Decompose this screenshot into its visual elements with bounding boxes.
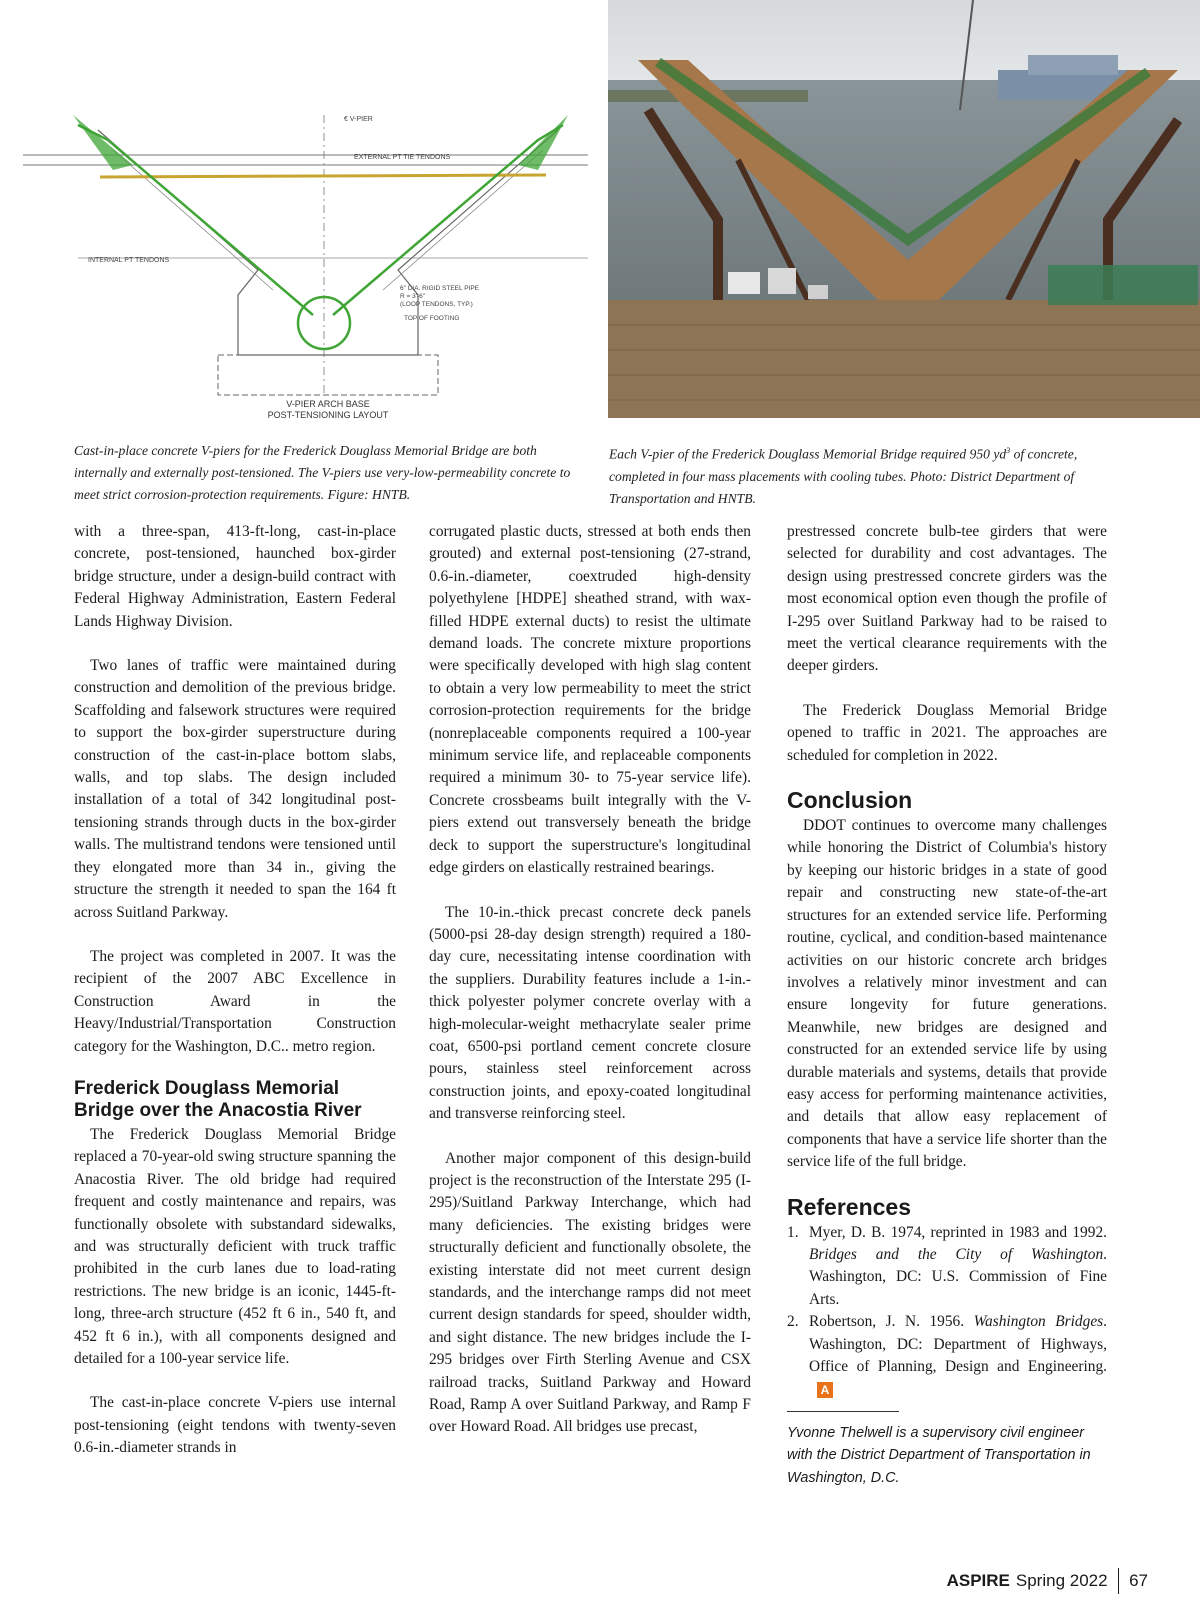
paragraph: The Frederick Douglass Memorial Bridge replaced a 70-year-old swing structure spanning the Anacostia River. The old bridge had required frequent and costly maintenance and repairs, was functionally obsolete with substandard sidewalks, and was structurally deficient with truck traffic prohibited in the curb lanes due to load-rating restrictions. The new bridge is an iconic, 1445-ft-long, three-arch structure (452 ft 6 in., 540 ft, and 452 ft 6 in.), with all components designed and detailed for a 100-year service life. — [74, 1125, 396, 1367]
reference-item — [787, 1311, 1107, 1401]
reference-number: 1. — [787, 1223, 799, 1241]
section-heading-frederick-douglass: Frederick Douglass Memorial Bridge over the Anacostia River — [74, 1077, 362, 1121]
label-top-of-footing: TOP OF FOOTING — [404, 315, 460, 322]
v-pier-diagram-svg — [18, 95, 593, 425]
label-external-tendons: EXTERNAL PT TIE TENDONS — [354, 154, 451, 161]
diagram-title-1: V-PIER ARCH BASE — [286, 399, 370, 409]
paragraph: The cast-in-place concrete V-piers use internal post-tensioning (eight tendons with twenty-seven 0.6-in.-diameter strands in — [74, 1394, 396, 1457]
v-pier-construction-photo — [608, 0, 1200, 418]
paragraph: Two lanes of traffic were maintained during construction and demolition of the previous bridge. Scaffolding and falsework structures were required to support the box-girder superstructure during construction of the cast-in-place bottom slabs, walls, and top slabs. The design included installation of a total of 342 longitudinal post-tensioning strands through ducts in the box-girder walls. The multistrand tendons were tensioned until they elongated more than 34 in., giving the structure the strength it needed to span the 164 ft across Suitland Parkway. — [74, 657, 396, 921]
loop-tendon — [298, 297, 350, 349]
reference-text: . Washington, DC: U.S. Commission of Fine Arts. — [809, 1245, 1107, 1308]
paragraph: prestressed concrete bulb-tee girders that were selected for durability and cost advantages. The design using prestressed concrete girders was the most economical option even though the profile of I-295 over Suitland Parkway had to be raised to meet the vertical clearance requirements with the deeper girders. — [787, 523, 1107, 675]
far-buildings — [1028, 55, 1118, 75]
reference-title: Bridges and the City of Washington — [809, 1245, 1104, 1263]
figure-caption-left: Cast-in-place concrete V-piers for the Frederick Douglass Memorial Bridge are both internally and externally post-tensioned. The V-piers use very-low-permeability concrete to meet strict corrosion-protection requirements. Figure: HNTB. — [74, 443, 571, 502]
reference-number: 2. — [787, 1313, 799, 1331]
label-pipe-1: 6" DIA. RIGID STEEL PIPE — [400, 285, 480, 292]
aspire-end-mark-icon: A — [817, 1382, 833, 1398]
label-v-pier: € V-PIER — [344, 116, 373, 123]
footer-divider — [1118, 1568, 1120, 1594]
section-heading-conclusion: Conclusion — [787, 787, 913, 814]
page-number: 67 — [1129, 1571, 1148, 1590]
reference-text: Robertson, J. N. 1956. — [809, 1313, 974, 1331]
paragraph: The 10-in.-thick precast concrete deck panels (5000-psi 28-day design strength) required a 180-day cure, necessitating intense coordination with the suppliers. Durability features include a 1-in.-thick polyester polymer concrete overlay with a high-molecular-weight methacrylate sealer prime coat, 6500-psi portland cement concrete closure pours, stainless steel reinforcement across construction joints, and epoxy-coated longitudinal and transverse reinforcing steel. — [429, 903, 751, 1123]
paragraph: The project was completed in 2007. It was the recipient of the 2007 ABC Excellence in Construction Award in the Heavy/Industrial/Transportation Construction category for the Washington, D.C.. metro region. — [74, 947, 396, 1055]
diagram-title-2: POST-TENSIONING LAYOUT — [267, 410, 389, 420]
tendon-anchor-right — [518, 115, 568, 170]
references-list — [787, 1222, 1107, 1401]
column-3 — [787, 521, 1107, 1511]
equipment-trailer — [768, 268, 796, 294]
paragraph: DDOT continues to overcome many challenges while honoring the District of Columbia's history by keeping our historic bridges in a state of good repair and constructing new state-of-the-art structures for an extended service life. Performing routine, cyclical, and condition-based maintenance activities on our historic concrete arch bridges involves a relatively minor investment and can ensure longevity for future generations. Meanwhile, new bridges are designed and constructed for an extended service life by using durable materials and systems, details that provide easy access for performing maintenance activities, and details that allow easy replacement of components that have a service life shorter than the service life of the full bridge. — [787, 817, 1107, 1171]
rebar-stockpile — [1048, 265, 1198, 305]
equipment-trailer — [808, 285, 828, 299]
reference-text: . Washington, DC: Department of Highways, Office of Planning, Design and Engineering. — [809, 1313, 1107, 1375]
reference-text: Myer, D. B. 1974, reprinted in 1983 and 1992. — [809, 1223, 1107, 1241]
pier-outline — [113, 150, 273, 290]
author-bio: Yvonne Thelwell is a supervisory civil engineer with the District Department of Transportation in Washington, D.C. — [787, 1424, 1091, 1486]
column-2 — [429, 521, 751, 1461]
issue-label: Spring 2022 — [1015, 1571, 1108, 1590]
paragraph: corrugated plastic ducts, stressed at both ends then grouted) and external post-tensioning (27-strand, 0.6-in.-diameter, coextruded high-density polyethylene [HDPE] sheathed strand, with wax-filled HDPE external ducts) to resist the ultimate demand loads. The concrete mixture proportions were specifically developed with high slag content to obtain a very low permeability to meet the strict corrosion-protection requirements for the bridge (nonreplaceable components required a 100-year minimum service life, and replaceable components required a minimum 30- to 75-year service life). Concrete crossbeams built integrally with the V-piers extend out transversely beneath the bridge deck to support the superstructure's longitudinal edge girders on elastically restrained bearings. — [429, 523, 751, 877]
section-heading-references: References — [787, 1193, 912, 1220]
page-footer — [947, 1568, 1148, 1594]
v-pier-diagram — [18, 95, 593, 425]
divider — [787, 1411, 899, 1412]
external-tie-tendon — [100, 175, 546, 177]
equipment-trailer — [728, 272, 760, 294]
paragraph: Another major component of this design-build project is the reconstruction of the Interstate 295 (I-295)/Suitland Parkway Interchange, which had many deficiencies. The existing bridges were structurally deficient and functionally obsolete, the existing interstate did not meet current design standards, and the interchange ramps did not meet current design standards for speed, shoulder width, and sight distance. The new bridges include the I-295 bridges over Firth Sterling Avenue and CSX railroad tracks, Suitland Parkway and Howard Road, Ramp A over Suitland Parkway, and Ramp F over Howard Road. All bridges use precast, — [429, 1149, 751, 1436]
photo-illustration — [608, 0, 1200, 418]
pier-outline — [98, 130, 558, 355]
magazine-name: ASPIRE — [946, 1571, 1010, 1590]
paragraph: The Frederick Douglass Memorial Bridge opened to traffic in 2021. The approaches are scheduled for completion in 2022. — [787, 701, 1107, 764]
paragraph: with a three-span, 413-ft-long, cast-in-place concrete, post-tensioned, haunched box-girder bridge structure, under a design-build contract with Federal Highway Administration, Eastern Federal Lands Highway Division. — [74, 523, 396, 630]
label-pipe-2: R = 3'-6" — [400, 293, 426, 300]
label-pipe-3: (LOOP TENDONS, TYP.) — [400, 301, 473, 308]
label-internal-tendons: INTERNAL PT TENDONS — [88, 257, 170, 264]
column-1 — [74, 521, 396, 1482]
tendon-anchor-left — [73, 115, 133, 170]
pier-outline — [383, 150, 543, 290]
footing — [218, 355, 438, 395]
reference-title: Washington Bridges — [973, 1313, 1104, 1331]
figure-caption-right: Each V-pier of the Frederick Douglass Memorial Bridge required 950 $yd^3$ of concrete, completed in four mass placements with cooling tubes. Photo: District Department of Transportation and HNTB. — [609, 446, 1078, 506]
reference-item — [787, 1222, 1107, 1312]
